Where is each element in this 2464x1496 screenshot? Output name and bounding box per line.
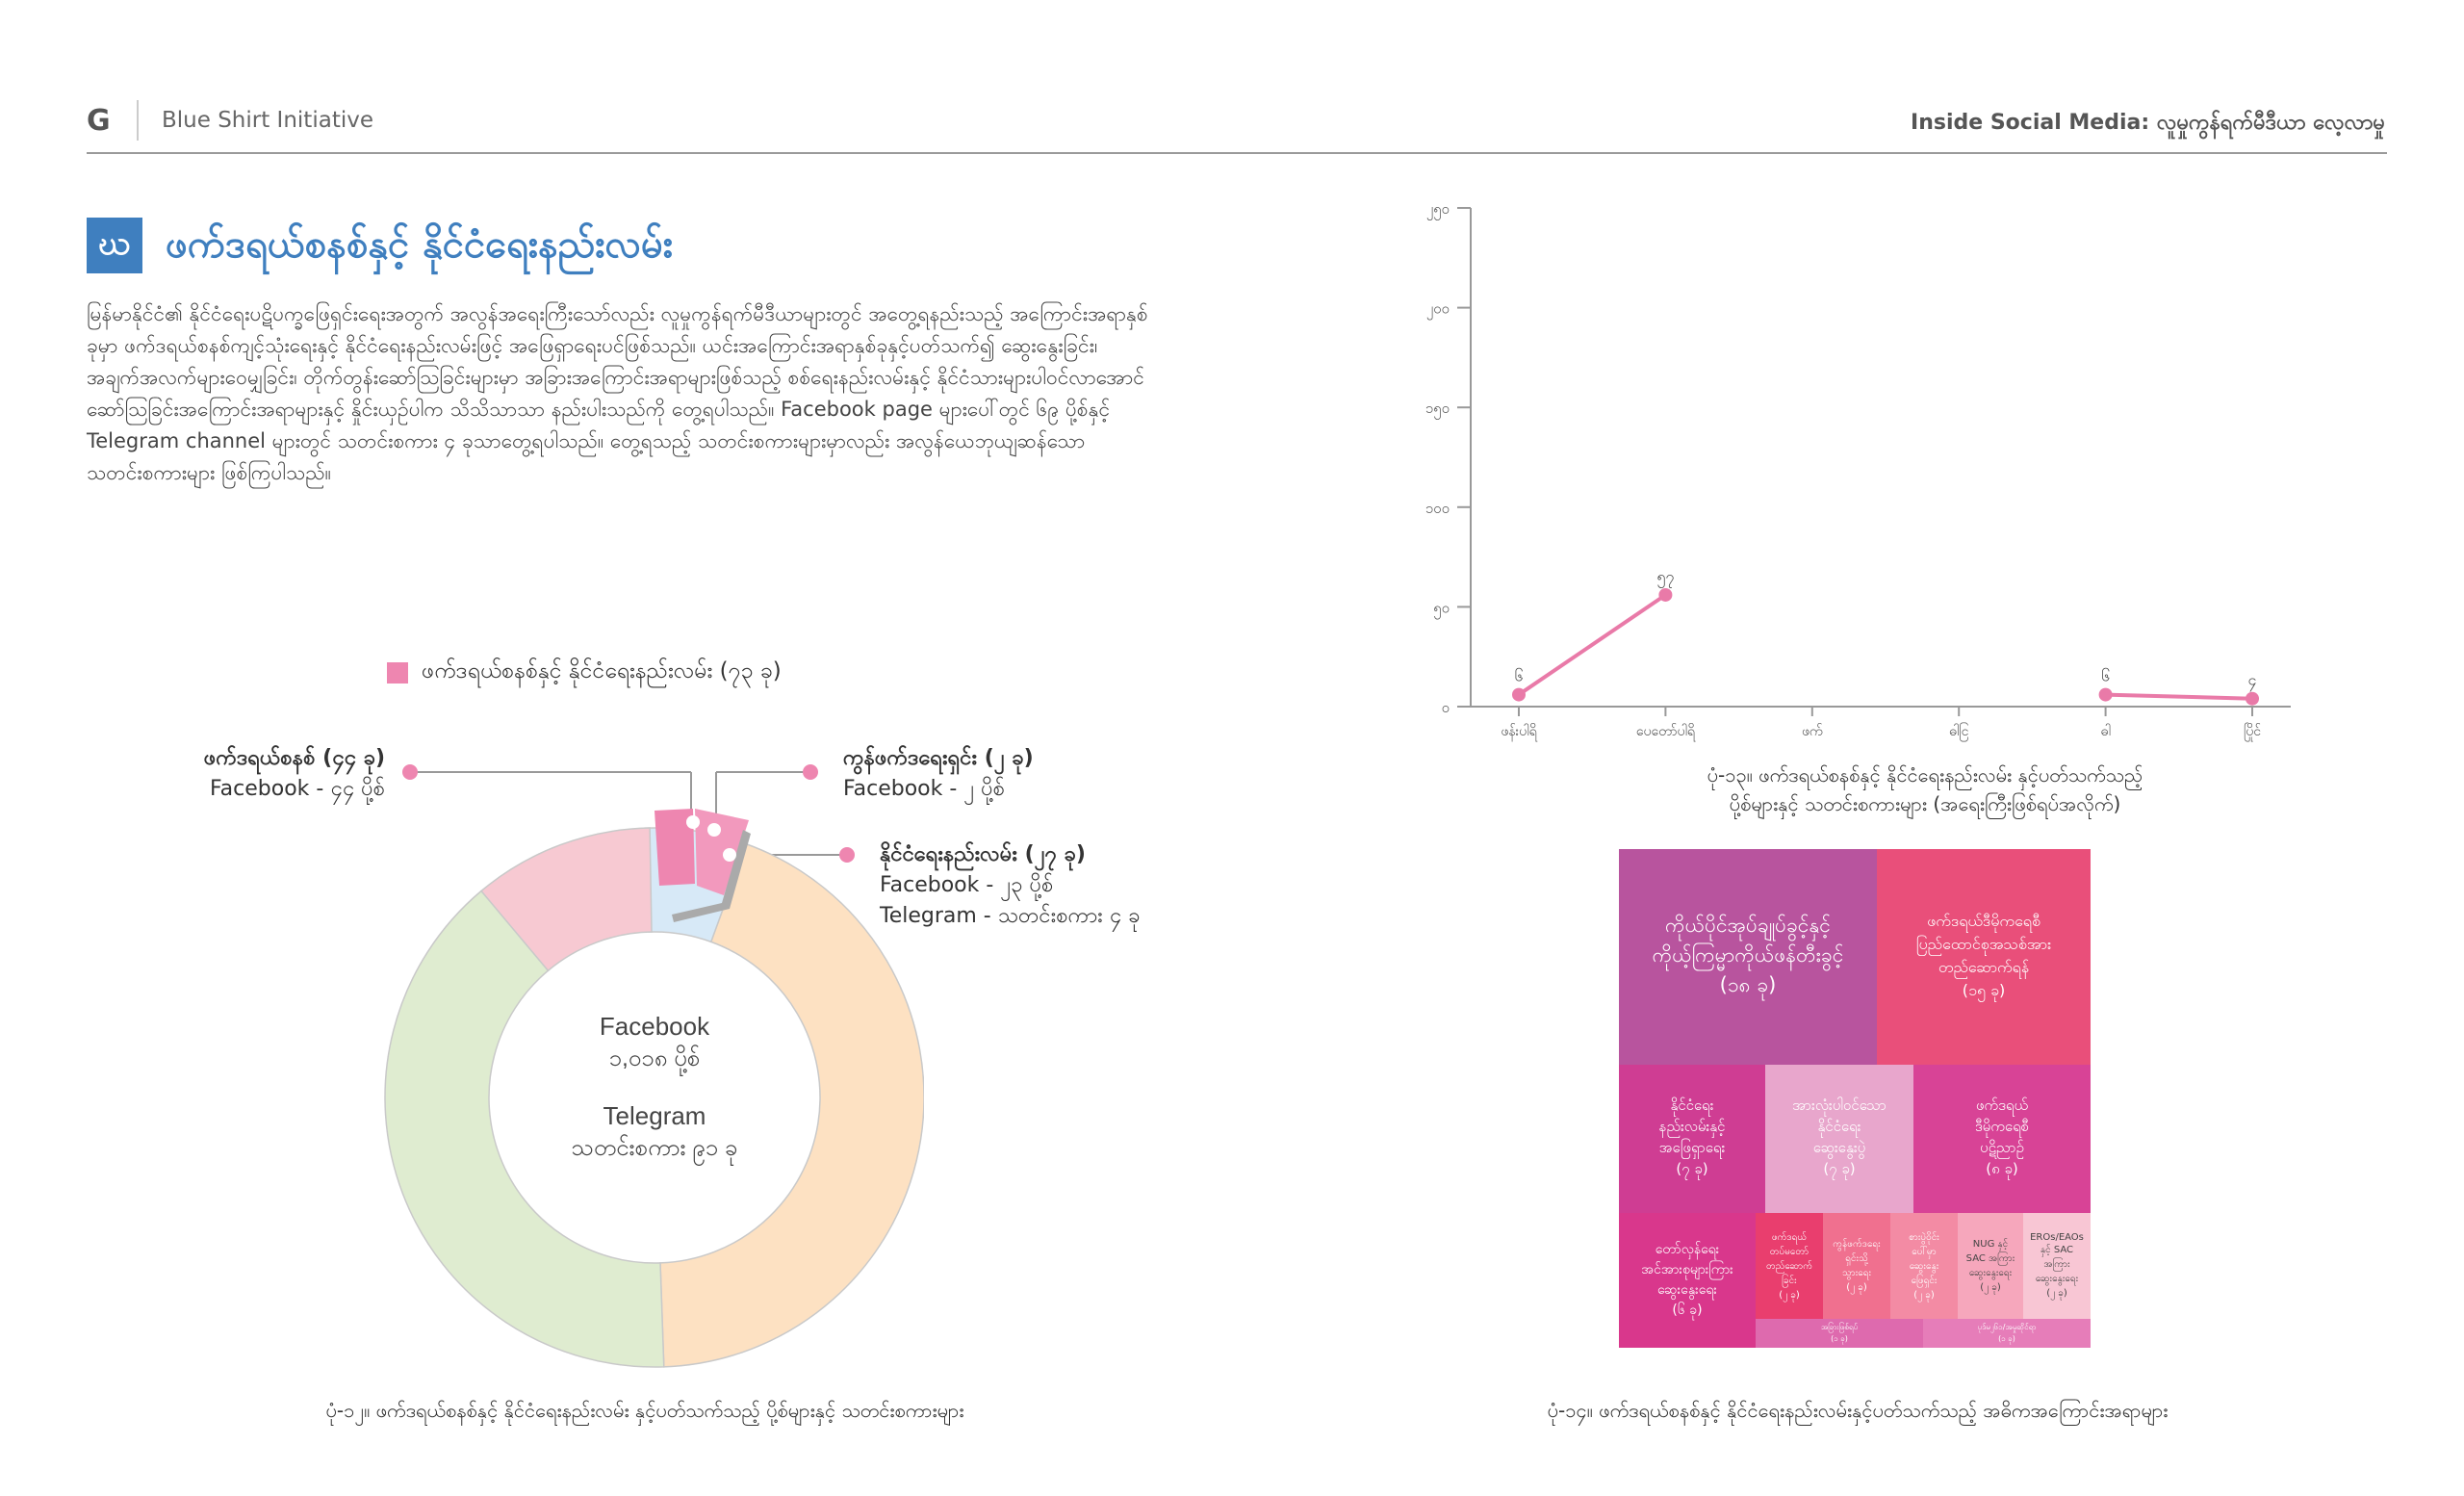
line-caption-line1: ပုံ-၁၃။ ဖက်ဒရယ်စနစ်နှင့် နိုင်ငံရေးနည်းလမ်း နှင့်ပတ်သက်သည့် xyxy=(1707,763,2143,787)
treemap-cell-charter: ဖက်ဒရယ် ဒီမိုကရေစီ ပဋိညာဉ် (၈ ခု) xyxy=(1913,1065,2091,1213)
header-rule xyxy=(87,152,2387,154)
annotation-confederation-sub: Facebook - ၂ ပို့စ် xyxy=(843,777,1006,801)
series-point xyxy=(2099,688,2113,702)
y-ticks xyxy=(1425,201,1471,716)
annotation-federal-sub: Facebook - ၄၄ ပို့စ် xyxy=(210,777,385,801)
intro-paragraph: မြန်မာနိုင်ငံ၏ နိုင်ငံရေးပဋိပက္ခဖြေရှင်းရေးအတွက် အလွန်အရေးကြီးသော်လည်း လူမှုကွန်ရက်မီဒီယာများတွင် အတွေ့ရနည်းသည့် အကြောင်းအရာနှစ်ခုမှာ ဖက်ဒရယ်စနစ်ကျင့်သုံးရေးနှင့် နိုင်ငံရေးနည်းလမ်းဖြင့် အဖြေရှာရေးပင်ဖြစ်သည်။ ယင်းအကြောင်းအရာနှစ်ခုနှင့်ပတ်သက်၍ ဆွေးနွေးခြင်း၊ အချက်အလက်များဝေမျှခြင်း၊ တိုက်တွန်းဆော်ဩခြင်းများမှာ အခြားအကြောင်းအရာများဖြစ်သည့် စစ်ရေးနည်းလမ်းနှင့် နိုင်ငံသားများပါဝင်လာအောင် ဆော်ဩခြင်းအကြောင်းအရာများနှင့် နှိုင်းယှဉ်ပါက သိသိသာသာ နည်းပါးသည်ကို တွေ့ရပါသည်။ Facebook page များပေါ်တွင် ၆၉ ပို့စ်နှင့် Telegram channel များတွင် သတင်းစကား ၄ ခုသာတွေ့ရပါသည်။ တွေ့ရသည့် သတင်းစကားများမှာလည်း အလွန်ယေဘုယျဆန်သော သတင်းစကားများ ဖြစ်ကြပါသည်။ xyxy=(87,302,1148,484)
x-tick-label: ဓါ xyxy=(2100,723,2111,738)
data-label: ၆ xyxy=(2101,668,2111,685)
treemap-cell-round-table: စားပွဲဝိုင်း ပေါ်မှာ ဆွေးနွေး ဖြေရှင်း (၂ ခု) xyxy=(1890,1213,1958,1319)
data-label: ၄ xyxy=(2247,672,2257,689)
treemap-cell-revolution-dialogue: တော်လှန်ရေး အင်အားစုများကြား ဆွေးနွေးရေး (၆ ခု) xyxy=(1619,1213,1756,1348)
treemap xyxy=(1619,849,2091,1348)
treemap-cell-nug-sac: NUG နှင့် SAC အကြား ဆွေးနွေးရေး (၂ ခု) xyxy=(1958,1213,2023,1319)
line-caption xyxy=(1540,761,2310,818)
treemap-cell-political-means: နိုင်ငံရေး နည်းလမ်းနှင့် အဖြေရှာရေး (၇ ခု) xyxy=(1619,1065,1765,1213)
donut-caption: ပုံ-၁၂။ ဖက်ဒရယ်စနစ်နှင့် နိုင်ငံရေးနည်းလမ်း နှင့်ပတ်သက်သည့် ပို့စ်များနှင့် သတင်းစကားများ xyxy=(325,1399,964,1422)
data-label: ၅၇ xyxy=(1656,568,1675,585)
donut-center-line2: ၁,၀၁၈ ပို့စ် xyxy=(608,1045,701,1071)
treemap-caption: ပုံ-၁၄။ ဖက်ဒရယ်စနစ်နှင့် နိုင်ငံရေးနည်းလမ်းနှင့်ပတ်သက်သည့် အဓိကအကြောင်းအရာများ xyxy=(1547,1399,2169,1422)
x-ticks xyxy=(1501,707,2261,741)
legend-label: ဖက်ဒရယ်စနစ်နှင့် နိုင်ငံရေးနည်းလမ်း (၇၃ ခု) xyxy=(422,658,782,684)
donut-center-line1: Facebook xyxy=(599,1012,710,1041)
x-tick-label: ပြိုင် xyxy=(2243,723,2262,738)
series-line xyxy=(2106,695,2252,699)
line-chart xyxy=(1405,189,2310,766)
line-series xyxy=(1512,569,2259,706)
line-caption-line2: ပို့စ်များနှင့် သတင်းစကားများ (အရေးကြီးဖြစ်ရပ်အလိုက်) xyxy=(1729,792,2121,815)
header-report-title: Inside Social Media: လူမှုကွန်ရက်မီဒီယာ လေ့လာမှု xyxy=(1911,111,2385,135)
treemap-cell-federal-army: ဖက်ဒရယ် တပ်မတော် တည်ဆောက် ခြင်း (၂ ခု) xyxy=(1756,1213,1823,1319)
slice-marker-1 xyxy=(686,815,700,829)
series-point xyxy=(1512,688,1526,702)
series-line xyxy=(1519,595,1665,695)
annotation-federal xyxy=(183,743,385,805)
treemap-cell-federal-union: ဖက်ဒရယ်ဒီမိုကရေစီ ပြည်ထောင်စုအသစ်အား တည်ဆောက်ရန် (၁၅ ခု) xyxy=(1877,849,2091,1065)
connector-dot-confed xyxy=(803,764,818,780)
legend-swatch xyxy=(387,662,408,684)
slice-marker-3 xyxy=(723,848,736,862)
connector-dot-federal xyxy=(402,764,418,780)
donut-chart xyxy=(366,741,924,1377)
data-label: ၆ xyxy=(1514,668,1524,685)
header-org-name: Blue Shirt Initiative xyxy=(162,108,373,133)
y-tick-label: ၅၀ xyxy=(1433,600,1450,617)
slice-marker-2 xyxy=(707,823,721,837)
donut-slices xyxy=(385,828,924,1367)
y-tick-label: ၂၅၀ xyxy=(1425,201,1450,218)
x-tick-label: ဓါငြ xyxy=(1948,723,1969,738)
treemap-cell-article: ပုဒ်မ၂၆၁/အမှုဆိုင်ရာ (၁ ခု) xyxy=(1923,1319,2091,1348)
header-separator xyxy=(137,100,139,141)
treemap-cell-eros-sac: EROs/EAOs နှင့် SAC အကြား ဆွေးနွေးရေး (၂ ခု) xyxy=(2023,1213,2091,1319)
x-tick-label: ဖက် xyxy=(1801,723,1823,738)
section-title: ဖက်ဒရယ်စနစ်နှင့် နိုင်ငံရေးနည်းလမ်း xyxy=(166,222,674,267)
series-point xyxy=(2246,692,2259,706)
connector-dot-political xyxy=(839,847,855,863)
x-tick-label: ဖန်းပါရိ xyxy=(1501,723,1537,738)
treemap-cell-autonomy: ကိုယ်ပိုင်အုပ်ချုပ်ခွင့်နှင့် ကိုယ့်ကြမ္မာကိုယ်ဖန်တီးခွင့် (၁၈ ခု) xyxy=(1619,849,1877,1065)
header-logo: G xyxy=(87,104,111,138)
treemap-cell-inclusive-dialogue: အားလုံးပါဝင်သော နိုင်ငံရေး ဆွေးနွေးပွဲ (၇ ခု) xyxy=(1765,1065,1913,1213)
annotation-political-title: နိုင်ငံရေးနည်းလမ်း (၂၇ ခု) xyxy=(880,842,1086,866)
section-badge: ဃ xyxy=(87,218,142,273)
treemap-cell-confederation: ကွန်ဖက်ဒရေး ရှင်းသို့ သွားရေး (၂ ခု) xyxy=(1823,1213,1890,1319)
annotation-political-sub2: Telegram - သတင်းစကား ၄ ခု xyxy=(880,904,1141,928)
y-tick-label: ၂၀၀ xyxy=(1425,300,1450,318)
donut-center-line3: Telegram xyxy=(603,1101,706,1130)
annotation-confederation-title: ကွန်ဖက်ဒရေးရှင်း (၂ ခု) xyxy=(843,746,1034,770)
annotation-political-sub1: Facebook - ၂၃ ပို့စ် xyxy=(880,873,1054,897)
y-tick-label: ၁၀၀ xyxy=(1424,500,1450,517)
y-tick-label: ၀ xyxy=(1441,700,1450,716)
series-point xyxy=(1658,588,1672,602)
donut-legend xyxy=(387,657,782,689)
y-tick-label: ၁၅၀ xyxy=(1424,400,1450,418)
annotation-federal-title: ဖက်ဒရယ်စနစ် (၄၄ ခု) xyxy=(203,746,385,770)
x-tick-label: ပေတော်ပါရိ xyxy=(1635,723,1695,738)
treemap-cell-other: အခြားဖြစ်ရပ် (၁ ခု) xyxy=(1756,1319,1923,1348)
donut-center-line4: သတင်းစကား ၉၁ ခု xyxy=(571,1135,738,1161)
